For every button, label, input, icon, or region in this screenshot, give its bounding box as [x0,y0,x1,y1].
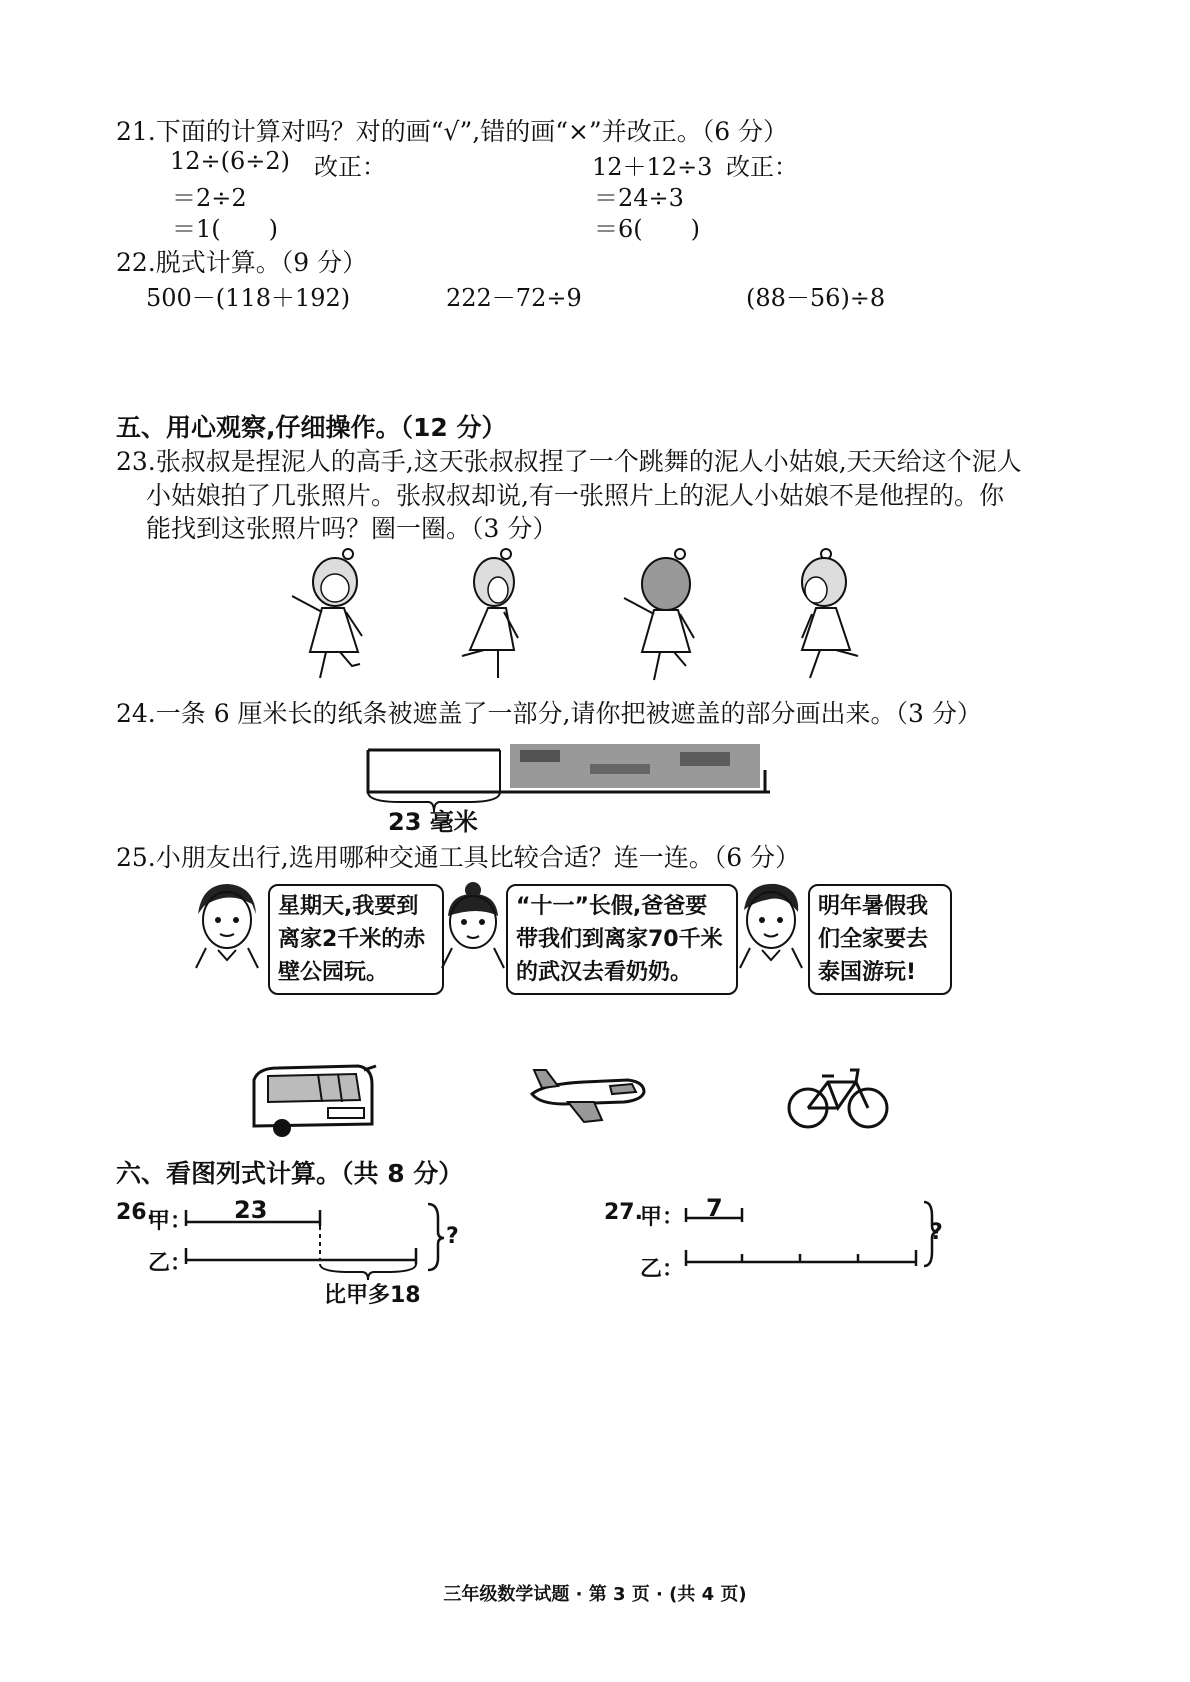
q21-left-fix: 改正： [314,153,386,181]
q21-right-step2: ＝6( ) [594,215,700,243]
page-footer: 三年级数学试题 · 第 3 页 · (共 4 页) [443,1584,747,1605]
boy-2-avatar [736,880,806,970]
girl-avatar [438,880,508,970]
q27-yi-label: 乙： [640,1257,685,1282]
section-5-title: 五、用心观察,仔细操作。（12 分） [116,413,507,442]
bicycle-icon[interactable] [786,1062,890,1132]
q27-question-mark: ? [930,1220,943,1245]
q21-left-step2: ＝1( ) [172,215,278,243]
girl-figure-2[interactable] [448,546,548,686]
q21-title: 21.下面的计算对吗？对的画“√”,错的画“×”并改正。（6 分） [116,117,789,146]
girl-figure-1[interactable] [280,546,380,686]
q23-line-1: 23.张叔叔是捏泥人的高手,这天张叔叔捏了一个跳舞的泥人小姑娘,天天给这个泥人 [116,447,1022,476]
q27-number: 27. [604,1200,643,1225]
q26-jia-value: 23 [234,1196,268,1224]
q27-diagram [680,1196,950,1276]
q21-right-expr: 12＋12÷3 [592,153,713,181]
q22-title: 22.脱式计算。（9 分） [116,248,368,277]
q21-left-expr: 12÷(6÷2) [170,147,291,175]
q24-title: 24.一条 6 厘米长的纸条被遮盖了一部分,请你把被遮盖的部分画出来。（3 分） [116,699,982,728]
q25-title: 25.小朋友出行,选用哪种交通工具比较合适？连一连。（6 分） [116,843,801,872]
girl-figure-3[interactable] [614,546,714,686]
q21-right-step1: ＝24÷3 [594,184,684,212]
q26-diagram [180,1198,460,1290]
airplane-icon[interactable] [524,1064,648,1124]
q21-right-fix: 改正： [726,153,798,181]
q26-yi-label: 乙： [148,1251,193,1276]
q27-jia-value: 7 [706,1194,723,1222]
q21-left-step1: ＝2÷2 [172,184,247,212]
q23-line-3: 能找到这张照片吗？圈一圈。（3 分） [146,514,558,543]
speech-bubble-1: 星期天,我要到离家2千米的赤壁公园玩。 [268,884,444,995]
section-6-title: 六、看图列式计算。（共 8 分） [116,1159,464,1188]
q22-item-3: (88－56)÷8 [746,284,886,312]
boy-1-avatar [192,880,262,970]
q26-number: 26. [116,1200,155,1225]
q26-jia-label: 甲： [148,1209,193,1234]
q26-more-label: 比甲多18 [324,1283,421,1308]
speech-bubble-3: 明年暑假我们全家要去泰国游玩! [808,884,952,995]
girl-figure-4[interactable] [780,546,880,686]
q27-jia-label: 甲： [640,1205,685,1230]
q22-item-2: 222－72÷9 [446,284,582,312]
speech-bubble-2: “十一”长假,爸爸要带我们到离家70千米的武汉去看奶奶。 [506,884,738,995]
q23-line-2: 小姑娘拍了几张照片。张叔叔却说,有一张照片上的泥人小姑娘不是他捏的。你 [146,481,1004,510]
bus-icon[interactable] [248,1060,378,1140]
q22-item-1: 500－(118＋192) [146,284,351,312]
q24-label: 23 毫米 [388,808,478,836]
q26-question-mark: ? [446,1224,459,1249]
